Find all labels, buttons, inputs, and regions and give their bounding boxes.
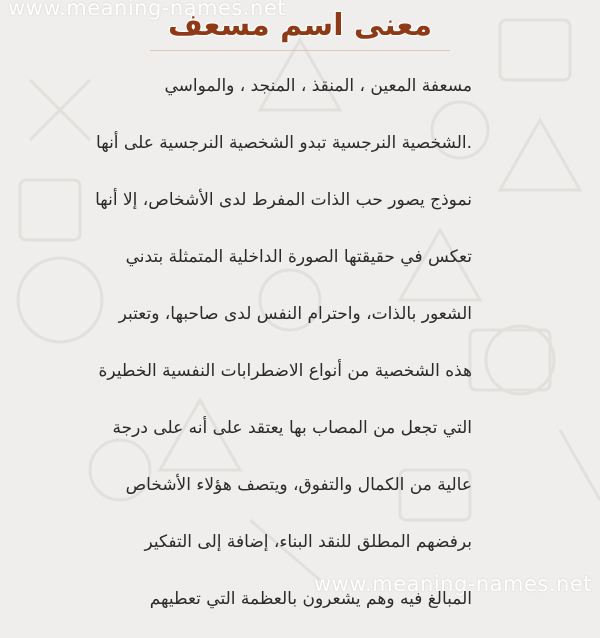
- text-line: برفضهم المطلق للنقد البناء، إضافة إلى التفكير: [144, 532, 472, 552]
- text-line: المبالغ فيه وهم يشعرون بالعظمة التي تعطيهم: [149, 589, 472, 609]
- text-line: التي تجعل من المصاب بها يعتقد على أنه على درجة: [112, 418, 472, 438]
- text-line: مسعفة المعين ، المنقذ ، المنجد ، والمواسي: [164, 76, 472, 96]
- title-divider: [150, 50, 450, 51]
- text-line: الشعور بالذات، واحترام النفس لدى صاحبها، وتعتبر: [118, 304, 472, 324]
- watermark-top: www.meaning-names.net: [8, 0, 287, 20]
- page-title: معنى اسم مسعف: [167, 8, 433, 43]
- article-body: [28, 68, 472, 638]
- text-line: نموذج يصور حب الذات المفرط لدى الأشخاص، إلا أنها: [95, 190, 472, 210]
- watermark-bottom: www.meaning-names.net: [313, 572, 592, 596]
- text-line: هذه الشخصية من أنواع الاضطرابات النفسية الخطيرة: [98, 361, 472, 381]
- text-line: عالية من الكمال والتفوق، ويتصف هؤلاء الأشخاص: [125, 475, 472, 495]
- text-line: تعكس في حقيقتها الصورة الداخلية المتمثلة بتدني: [125, 247, 472, 267]
- text-line: .الشخصية النرجسية تبدو الشخصية النرجسية على أنها: [96, 133, 472, 153]
